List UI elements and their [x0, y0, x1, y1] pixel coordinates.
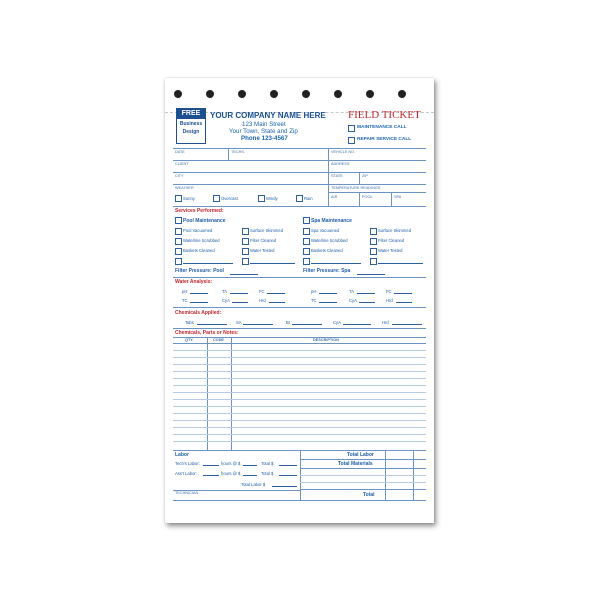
overcast-label: Overcast — [221, 196, 238, 201]
maintenance-checkbox[interactable] — [348, 125, 355, 132]
spa-cya-field[interactable] — [359, 302, 375, 303]
grid-line — [173, 160, 426, 161]
company-name: YOUR COMPANY NAME HERE — [210, 111, 326, 120]
grid-line — [328, 172, 329, 184]
spa-extra-line[interactable] — [311, 263, 361, 264]
parts-heading: Chemicals, Parts or Notes: — [175, 330, 239, 336]
pool-skimmed-checkbox[interactable] — [242, 228, 249, 235]
pool-hrd-field[interactable] — [269, 302, 285, 303]
pool-item: Filter Cleaned — [250, 238, 277, 243]
total-labor-dollar-field[interactable] — [272, 486, 297, 487]
free-design-badge — [176, 108, 206, 144]
tech-hours-label: hours @ $ — [221, 461, 241, 466]
weather-label: WEATHER — [175, 186, 194, 190]
table-row[interactable] — [173, 406, 426, 407]
sunny-checkbox[interactable] — [175, 195, 182, 202]
techs-label: TECHS. — [231, 150, 245, 154]
asst-labor-label: Ass't Labor: — [175, 471, 197, 476]
grid-line — [173, 307, 426, 308]
repair-checkbox[interactable] — [348, 137, 355, 144]
chem-sa-field[interactable] — [243, 324, 273, 325]
asst-rate-field[interactable] — [243, 475, 257, 476]
chem-cya-label: CyA — [333, 320, 341, 325]
grid-line — [328, 148, 329, 160]
pool-vacuumed-checkbox[interactable] — [175, 228, 182, 235]
pool-item: Surface Skimmed — [250, 228, 284, 233]
binding-holes — [165, 78, 434, 112]
pool-baskets-checkbox[interactable] — [175, 248, 182, 255]
table-row[interactable] — [173, 392, 426, 393]
pool-hrd-label: Hrd — [259, 298, 266, 303]
spa-extra-checkbox[interactable] — [303, 258, 310, 265]
asst-hours-label: hours @ $ — [221, 471, 241, 476]
chemicals-heading: Chemicals Applied: — [175, 310, 222, 316]
spa-hrd-field[interactable] — [396, 302, 412, 303]
table-row[interactable] — [173, 378, 426, 379]
overcast-checkbox[interactable] — [213, 195, 220, 202]
form-title: FIELD TICKET — [348, 109, 421, 121]
free-sub-2: Design — [182, 129, 200, 135]
filter-spa-field[interactable] — [357, 274, 385, 275]
grid-line — [328, 192, 426, 193]
grid-line — [173, 328, 426, 329]
hole-icon — [270, 90, 278, 98]
spa-fc-label: FC — [386, 289, 392, 294]
table-row[interactable] — [173, 434, 426, 435]
pool-extra2-line[interactable] — [250, 263, 295, 264]
client-label: CLIENT — [175, 162, 189, 166]
pool-filter-checkbox[interactable] — [242, 238, 249, 245]
pool-extra2-checkbox[interactable] — [242, 258, 249, 265]
pool-ta-field[interactable] — [230, 293, 248, 294]
spa-ph-field[interactable] — [319, 293, 337, 294]
water-heading: Water Analysis: — [175, 279, 213, 285]
description-header: DESCRIPTION — [313, 338, 339, 342]
table-row[interactable] — [173, 364, 426, 365]
date-label: DATE — [175, 150, 185, 154]
services-heading: Services Performed: — [175, 208, 224, 214]
grid-line — [328, 184, 329, 206]
pool-cya-field[interactable] — [232, 302, 248, 303]
spa-tc-field[interactable] — [319, 302, 337, 303]
tech-hours-field[interactable] — [203, 465, 219, 466]
pool-ph-label: pH — [182, 289, 188, 294]
zip-label: ZIP — [362, 174, 368, 178]
vehicle-label: VEHICLE NO. — [331, 150, 356, 154]
pool-item: Pool Vacuumed — [183, 228, 213, 233]
spa-tc-label: TC — [311, 298, 317, 303]
pool-ph-field[interactable] — [190, 293, 208, 294]
table-row[interactable] — [173, 399, 426, 400]
spa-vacuumed-checkbox[interactable] — [303, 228, 310, 235]
hole-icon — [238, 90, 246, 98]
grid-line — [300, 468, 426, 469]
hole-icon — [206, 90, 214, 98]
maintenance-label: MAINTENANCE CALL — [357, 125, 407, 130]
state-label: STATE — [331, 174, 343, 178]
spa-maint-checkbox[interactable] — [303, 217, 310, 224]
company-citystate: Your Town, State and Zip — [229, 128, 298, 135]
rain-label: Rain — [304, 196, 313, 201]
spa-tested-checkbox[interactable] — [370, 248, 377, 255]
chem-br-label: Br — [286, 320, 291, 325]
spa-temp-label: SPA — [394, 195, 402, 199]
total-label: Total — [363, 492, 375, 498]
pool-item: Baskets Cleaned — [183, 248, 215, 253]
grid-line — [300, 482, 426, 483]
pool-temp-label: POOL — [362, 195, 373, 199]
hole-icon — [174, 90, 182, 98]
spa-ph-label: pH — [311, 289, 317, 294]
spa-item: Baskets Cleaned — [311, 248, 343, 253]
chem-hrd-label: Hrd — [382, 320, 389, 325]
grid-line — [359, 172, 360, 184]
pool-fc-label: FC — [259, 289, 265, 294]
chem-tabs-label: Tabs — [185, 320, 194, 325]
pool-cya-label: CyA — [222, 298, 230, 303]
filter-spa-label: Filter Pressure: Spa — [303, 268, 351, 274]
total-labor-label: Total Labor — [347, 452, 374, 458]
chem-tabs-field[interactable] — [197, 324, 227, 325]
hole-icon — [398, 90, 406, 98]
chem-hrd-field[interactable] — [392, 324, 422, 325]
company-phone: Phone 123-4567 — [241, 135, 288, 142]
spa-hrd-label: Hrd — [386, 298, 393, 303]
spa-extra2-checkbox[interactable] — [370, 258, 377, 265]
pool-tc-field[interactable] — [190, 302, 208, 303]
pool-extra-line[interactable] — [183, 263, 233, 264]
spa-skimmed-checkbox[interactable] — [370, 228, 377, 235]
table-row[interactable] — [173, 427, 426, 428]
chem-br-field[interactable] — [292, 324, 322, 325]
labor-heading: Labor — [175, 452, 189, 458]
spa-item: Spa Vacuumed — [311, 228, 340, 233]
temp-label: TEMPERATURE READINGS — [331, 186, 381, 190]
pool-maint-label: Pool Maintenance — [183, 218, 226, 224]
grid-line — [359, 192, 360, 206]
spa-ta-field[interactable] — [357, 293, 375, 294]
tech-total-label: Total $ — [261, 461, 274, 466]
grid-line — [228, 148, 229, 160]
grid-line — [300, 475, 426, 476]
grid-line — [173, 343, 426, 344]
spa-waterline-checkbox[interactable] — [303, 238, 310, 245]
windy-checkbox[interactable] — [258, 195, 265, 202]
hole-icon — [334, 90, 342, 98]
grid-line — [173, 337, 426, 338]
spa-fc-field[interactable] — [394, 293, 412, 294]
table-row[interactable] — [173, 420, 426, 421]
pool-tested-checkbox[interactable] — [242, 248, 249, 255]
spa-item: Waterline Scrubbed — [311, 238, 348, 243]
company-street: 123 Main Street — [242, 121, 286, 128]
grid-line — [173, 277, 426, 278]
free-label: FREE — [177, 109, 205, 119]
hole-icon — [366, 90, 374, 98]
spa-item: Surface Skimmed — [378, 228, 412, 233]
spa-ta-label: TA — [349, 289, 355, 294]
field-ticket-form — [165, 78, 434, 523]
asst-hours-field[interactable] — [203, 475, 219, 476]
sunny-label: Sunny — [183, 196, 195, 201]
table-row[interactable] — [173, 441, 426, 442]
address-label: ADDRESS — [331, 162, 350, 166]
grid-line — [300, 459, 426, 460]
spa-cya-label: CyA — [349, 298, 357, 303]
pool-waterline-checkbox[interactable] — [175, 238, 182, 245]
code-header: CODE — [213, 338, 224, 342]
chem-sa-label: SA — [236, 320, 242, 325]
free-sub-1: Business — [179, 121, 203, 127]
rain-checkbox[interactable] — [296, 195, 303, 202]
table-row[interactable] — [173, 350, 426, 351]
table-row[interactable] — [173, 385, 426, 386]
tech-labor-label: Tech's Labor: — [175, 461, 200, 466]
qty-header: QTY. — [185, 338, 194, 342]
spa-maint-label: Spa Maintenance — [311, 218, 352, 224]
grid-line — [328, 160, 329, 172]
spa-filter-checkbox[interactable] — [370, 238, 377, 245]
pool-item: Waterline Scrubbed — [183, 238, 220, 243]
grid-line — [173, 172, 426, 173]
grid-line — [300, 489, 426, 490]
city-label: CITY — [175, 174, 184, 178]
filter-pool-field[interactable] — [230, 274, 258, 275]
spa-baskets-checkbox[interactable] — [303, 248, 310, 255]
spa-extra2-line[interactable] — [378, 263, 423, 264]
filter-pool-label: Filter Pressure: Pool — [175, 268, 224, 274]
pool-fc-field[interactable] — [267, 293, 285, 294]
spa-item: Water Tested — [378, 248, 403, 253]
repair-label: REPAIR SERVICE CALL — [357, 137, 412, 142]
asst-total-label: Total $ — [261, 471, 274, 476]
tech-total-field[interactable] — [279, 465, 297, 466]
asst-total-field[interactable] — [279, 475, 297, 476]
hole-icon — [302, 90, 310, 98]
pool-ta-label: TA — [222, 289, 228, 294]
grid-line — [173, 206, 426, 207]
pool-extra-checkbox[interactable] — [175, 258, 182, 265]
air-label: AIR — [331, 195, 338, 199]
pool-maint-checkbox[interactable] — [175, 217, 182, 224]
table-row[interactable] — [173, 357, 426, 358]
spa-item: Filter Cleaned — [378, 238, 405, 243]
grid-line — [173, 184, 426, 185]
windy-label: Windy — [266, 196, 278, 201]
table-row[interactable] — [173, 413, 426, 414]
pool-tc-label: TC — [182, 298, 188, 303]
grid-line — [173, 500, 426, 501]
total-labor-dollar-label: Total Labor $ — [241, 482, 266, 487]
total-materials-label: Total Materials — [338, 461, 373, 467]
tech-rate-field[interactable] — [243, 465, 257, 466]
grid-line — [173, 148, 426, 149]
grid-line — [391, 192, 392, 206]
table-row[interactable] — [173, 371, 426, 372]
technician-label: TECHNICIAN — [175, 491, 199, 495]
pool-item: Water Tested — [250, 248, 275, 253]
chem-cya-field[interactable] — [343, 324, 371, 325]
